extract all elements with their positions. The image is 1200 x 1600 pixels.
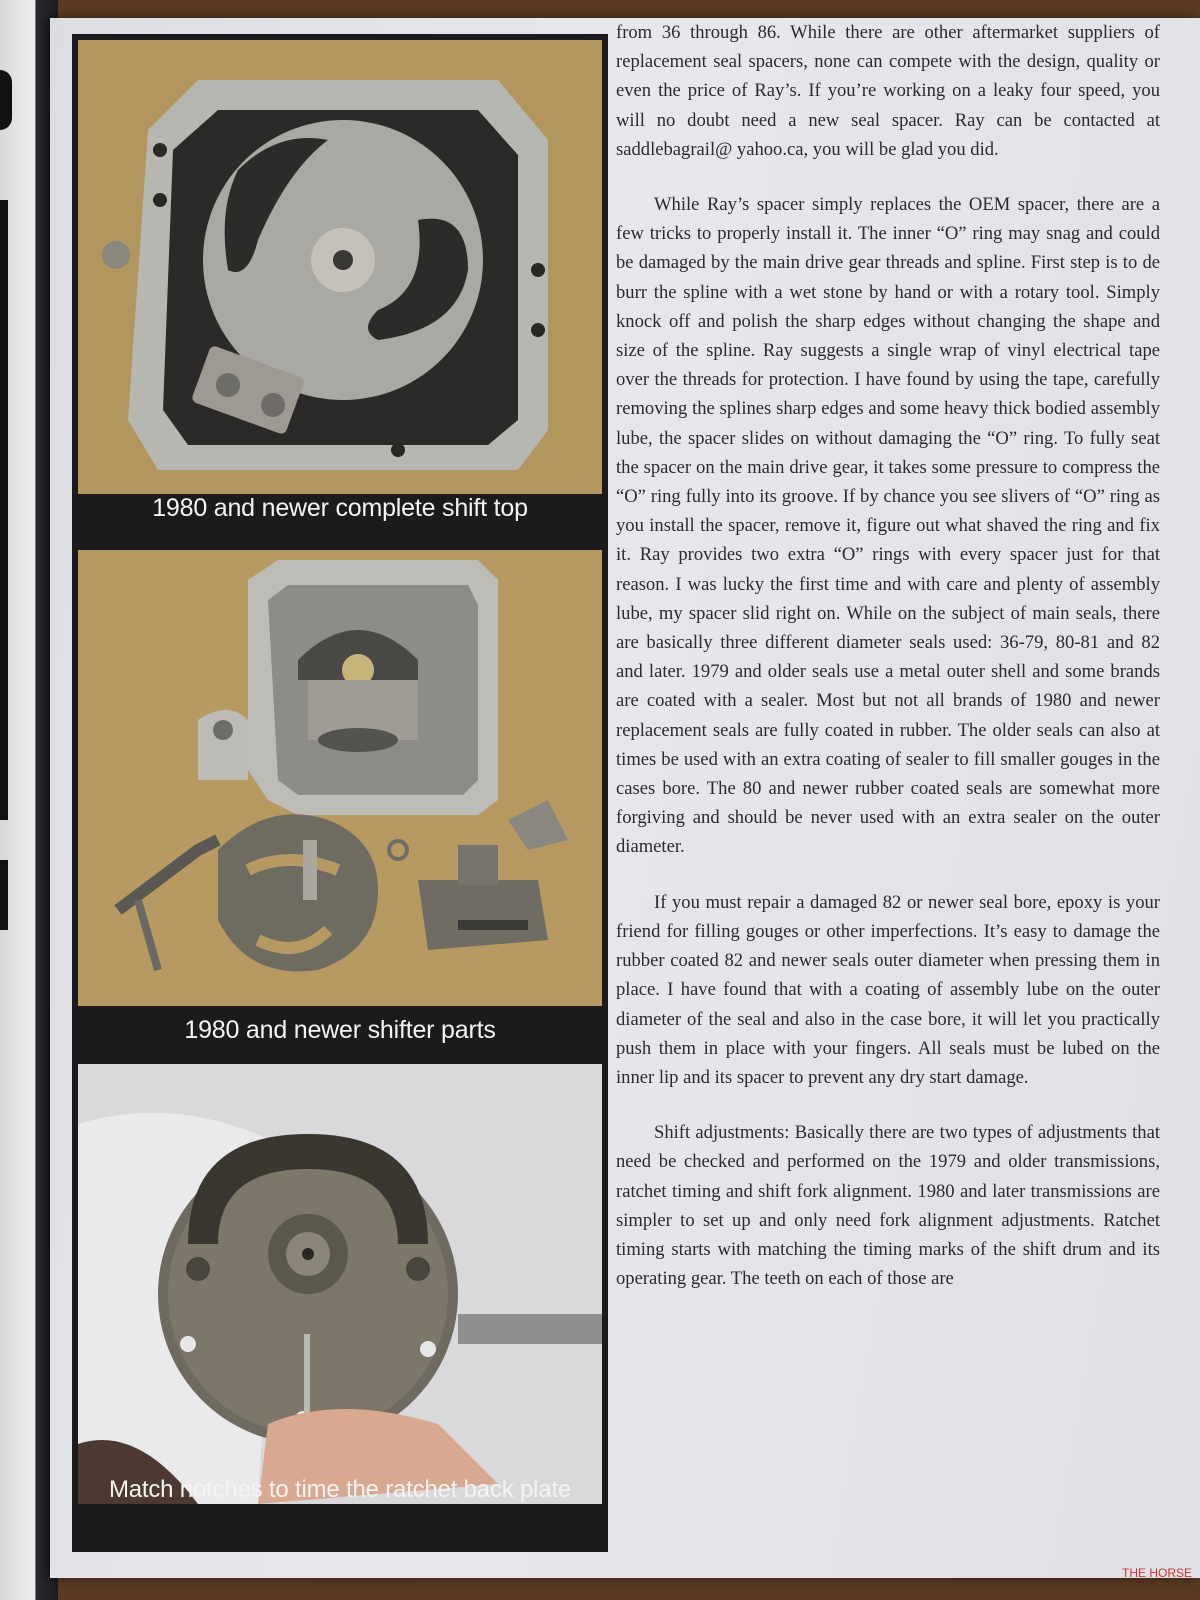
photo-ratchet-plate: [78, 1064, 602, 1504]
paragraph-gap: [616, 164, 1160, 190]
shift-top-image: [78, 40, 602, 494]
paragraph-1: from 36 through 86. While there are other aftermarket suppliers of replacement seal spacers, none can compete with the design, quality or even the price of Ray’s. If you’re working on a leaky four speed, you will no doubt need a new seal spacer. Ray can be contacted at saddlebagrail@ yahoo.ca, you will be glad you did.: [616, 22, 1160, 160]
ratchet-plate-image: [78, 1064, 602, 1504]
photo-shift-top: [78, 40, 602, 494]
magazine-page: [50, 18, 1200, 1578]
facing-page-mark: [0, 200, 8, 820]
running-footer: THE HORSE: [1121, 1566, 1192, 1580]
paragraph-gap: [616, 862, 1160, 888]
paragraph-2: While Ray’s spacer simply replaces the OEM spacer, there are a few tricks to properly install it. The inner “O” ring may snag and could be damaged by the main drive gear threads and spline. First step is to de burr the spline with a wet stone by hand or with a rotary tool. Simply knock off and polish the sharp edges without changing the shape and size of the spline. Ray suggests a single wrap of vinyl electrical tape over the threads for protection. I have found by using the tape, carefully removing the splines sharp edges and some heavy thick bodied assembly lube, the spacer slides on without damaging the “O” ring. To fully seat the spacer on the main drive gear, it takes some pressure to compress the “O” ring fully into its groove. If by chance you see slivers of “O” ring as you install the spacer, remove it, figure out what shaved the ring and fix it. Ray provides two extra “O” rings with every spacer just for that reason. I was lucky the first time and with care and plenty of assembly lube, my spacer slid right on. While on the subject of main seals, there are basically three different diameter seals used: 36-79, 80-81 and 82 and later. 1979 and older seals use a metal outer shell and some brands are coated with a sealer. Most but not all brands of 1980 and newer replacement seals are fully coated in rubber. The older seals can also at times be used with an extra coating of sealer to fill smaller gouges in the cases bore. The 80 and newer rubber coated seals are somewhat more forgiving and should be never used with an extra sealer on the outer diameter.: [616, 194, 1160, 858]
caption-ratchet-plate: Match notches to time the ratchet back plate: [108, 1476, 572, 1503]
paragraph-gap: [616, 1092, 1160, 1118]
facing-page-mark: [0, 70, 12, 130]
caption-shifter-parts: 1980 and newer shifter parts: [184, 1016, 496, 1044]
article-text: [616, 18, 1160, 1293]
paragraph-3: If you must repair a damaged 82 or newer seal bore, epoxy is your friend for filling gouges or other imperfections. It’s easy to damage the rubber coated 82 and newer seals outer diameter when pressing them in place. I have found that with a coating of assembly lube on the outer diameter of the seal and also in the case bore, it will let you practically push them in place with your fingers. All seals must be lubed on the inner lip and its spacer to prevent any dry start damage.: [616, 891, 1160, 1088]
photo-shifter-parts: [78, 550, 602, 1006]
facing-page-mark: [0, 860, 8, 930]
caption-shift-top: 1980 and newer complete shift top: [152, 494, 528, 522]
shifter-parts-image: [78, 550, 602, 1006]
paragraph-4: Shift adjustments: Basically there are two types of adjustments that need be checked and performed on the 1979 and older transmissions, ratchet timing and shift fork alignment. 1980 and later transmissions are simpler to set up and only need fork alignment adjustments. Ratchet timing starts with matching the timing marks of the shift drum and its operating gear. The teeth on each of those are: [616, 1122, 1160, 1290]
photo-column: [72, 34, 608, 1552]
